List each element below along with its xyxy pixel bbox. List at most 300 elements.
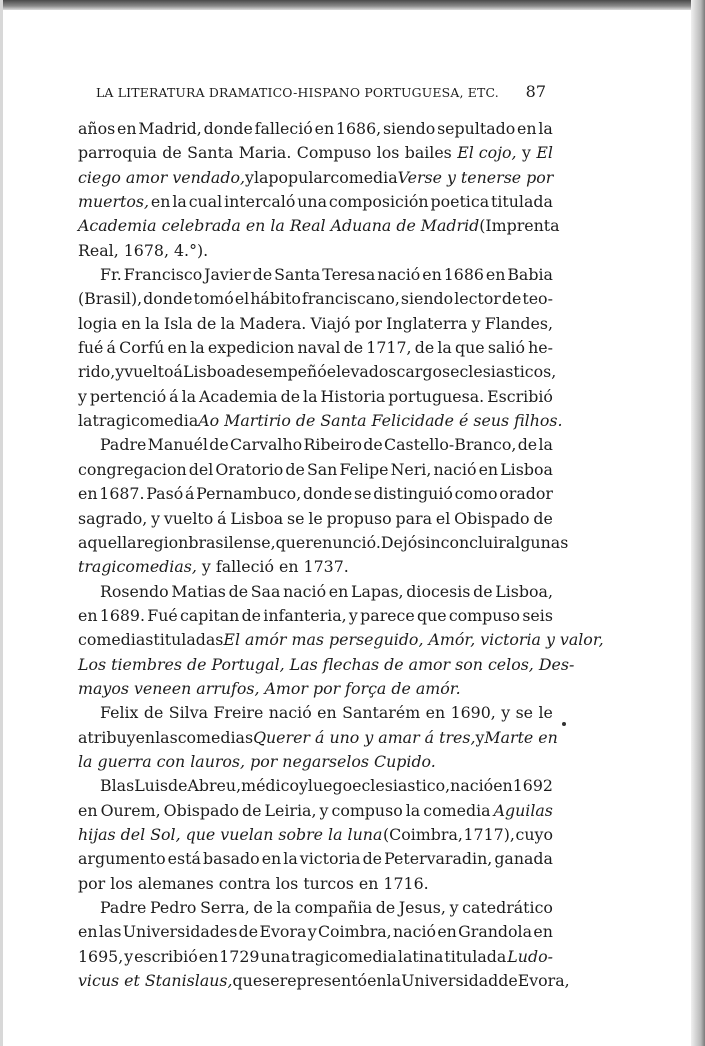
word: años xyxy=(78,119,116,138)
word: catedrático xyxy=(462,898,553,917)
word: le xyxy=(538,703,553,723)
word: renunció. xyxy=(305,532,381,552)
word: tragicomedia xyxy=(92,411,199,431)
word: nació xyxy=(393,922,437,942)
word: del xyxy=(188,459,214,479)
word: de xyxy=(473,581,493,601)
word: á xyxy=(106,338,116,358)
word: comedia xyxy=(330,167,398,187)
word: Corfú xyxy=(119,338,165,358)
word: Evora, xyxy=(517,971,570,991)
word: vicus et Stanislaus, xyxy=(78,971,233,991)
word: Inglaterra xyxy=(386,313,468,333)
text-line xyxy=(78,141,553,165)
word: (Coimbra, xyxy=(382,824,463,844)
text-line xyxy=(78,360,557,384)
text-line xyxy=(78,701,553,725)
text-line xyxy=(78,799,553,823)
word: Marte en xyxy=(484,727,558,747)
word: por xyxy=(354,313,382,333)
word: Viajó xyxy=(310,313,351,333)
word: El cojo, xyxy=(457,143,517,163)
word: comedias xyxy=(78,630,154,650)
word: se xyxy=(353,484,372,504)
text-line: Real, 1678, 4.°). xyxy=(78,240,209,260)
word: Javier xyxy=(204,265,251,285)
word: Felipe xyxy=(339,459,389,479)
scan-shadow-right xyxy=(691,0,705,1046)
text-line xyxy=(78,580,553,604)
word: en xyxy=(485,265,506,285)
word: en xyxy=(314,119,335,138)
word: congregacion xyxy=(78,459,187,479)
word: Verse y tenerse por xyxy=(397,167,554,187)
word: la xyxy=(538,435,553,455)
word: y xyxy=(521,143,531,163)
word: la xyxy=(253,167,269,187)
word: en xyxy=(78,922,98,942)
word: el xyxy=(234,289,250,309)
text-line xyxy=(78,604,553,628)
word: San xyxy=(306,459,338,479)
word: á xyxy=(173,362,183,382)
word: Matias xyxy=(171,581,226,601)
word: Carvalho xyxy=(230,435,303,455)
scan-shadow-left xyxy=(0,0,3,1046)
word: naval xyxy=(297,338,341,358)
word: distinguió xyxy=(373,484,453,504)
scan-shadow-top xyxy=(0,0,705,10)
word: Babia xyxy=(507,265,553,285)
word: la xyxy=(78,411,93,431)
body-text xyxy=(78,117,604,993)
word: franciscano, xyxy=(301,289,400,309)
word: que xyxy=(232,971,263,991)
word: diocesis xyxy=(406,581,471,601)
word: en xyxy=(422,265,442,285)
margin-speck xyxy=(562,722,566,726)
word: Saa xyxy=(250,581,281,601)
word: y xyxy=(115,362,125,382)
word: la xyxy=(220,313,236,333)
word: sagrado, xyxy=(78,508,148,528)
word: escribió xyxy=(134,946,198,966)
word: y xyxy=(124,946,134,966)
word: Grandola xyxy=(458,922,533,942)
word: representó xyxy=(279,971,368,991)
text-line xyxy=(78,507,553,531)
word: muertos, xyxy=(78,192,150,212)
text-line xyxy=(78,117,553,141)
word: pertenció xyxy=(89,386,167,406)
word: médico xyxy=(241,776,299,796)
word: las xyxy=(155,727,178,747)
word: nació xyxy=(283,581,327,601)
word: en xyxy=(78,484,98,504)
word: Pernambuco, xyxy=(196,484,302,504)
word: los xyxy=(376,143,400,163)
word: desempeñó xyxy=(235,362,327,382)
word: Evora xyxy=(259,922,307,942)
word: el xyxy=(435,508,451,528)
word: rido, xyxy=(78,362,116,382)
word: Oratorio xyxy=(215,459,284,479)
word: Ribeiro xyxy=(303,435,362,455)
word: Francisco xyxy=(123,265,203,285)
word: cargos xyxy=(396,362,451,382)
word: Lisboa xyxy=(182,362,236,382)
word: de xyxy=(162,143,182,163)
word: sin xyxy=(417,532,441,552)
word: cuyo xyxy=(515,824,553,844)
word: de xyxy=(252,265,273,285)
word: capitan xyxy=(179,605,240,625)
word: composición xyxy=(328,192,429,212)
word: Los tiembres de Portugal, Las flechas de amor son celos, Des- xyxy=(78,654,575,674)
text-line xyxy=(78,677,553,701)
word: Lisboa xyxy=(500,459,553,479)
word: Santa xyxy=(187,143,234,163)
word: El xyxy=(536,143,553,163)
word: donde xyxy=(302,484,353,504)
word: una xyxy=(297,192,328,212)
word: Padre xyxy=(100,435,147,455)
word: tragicomedia xyxy=(291,946,397,966)
word: de xyxy=(196,313,217,333)
word: en xyxy=(425,703,446,723)
word: 1690, xyxy=(450,703,496,723)
word: en xyxy=(78,605,98,625)
word: Fué xyxy=(147,605,178,625)
word: donde xyxy=(203,119,253,138)
word: Universidad xyxy=(401,971,499,991)
word: en xyxy=(493,776,513,796)
word: de xyxy=(498,971,518,991)
word: en xyxy=(328,581,349,601)
word: Lapas, xyxy=(351,581,404,601)
word: en xyxy=(367,971,387,991)
word: se xyxy=(515,703,534,723)
word: logia xyxy=(78,313,118,333)
word: comedias xyxy=(177,727,254,747)
word: una xyxy=(260,946,291,966)
word: Ludo- xyxy=(507,946,553,966)
word: algunas xyxy=(505,532,569,552)
word: falleció xyxy=(254,119,313,138)
word: 1687. xyxy=(99,484,145,504)
word: poetica xyxy=(430,192,490,212)
word: nació xyxy=(433,459,477,479)
word: y xyxy=(245,167,254,187)
word: la xyxy=(303,386,318,406)
word: Pedro xyxy=(149,898,197,917)
word: de xyxy=(363,435,383,455)
word: Isla xyxy=(163,313,193,333)
word: y xyxy=(298,776,308,796)
text-line xyxy=(78,433,553,457)
word: se xyxy=(262,971,280,991)
word: titulada xyxy=(444,946,507,966)
word: y xyxy=(307,922,317,942)
text-line xyxy=(78,458,553,482)
word: Flandes, xyxy=(484,313,553,333)
word: Abreu, xyxy=(187,776,242,796)
text-line xyxy=(78,920,553,944)
word: como xyxy=(454,484,498,504)
text-line: por los alemanes contra los turcos en 1716. xyxy=(78,873,429,893)
word: Madera. xyxy=(239,313,307,333)
word: de xyxy=(343,338,364,358)
word: la xyxy=(145,313,160,333)
word: aquella xyxy=(78,532,137,552)
word: luego xyxy=(307,776,353,796)
word: Obispado xyxy=(163,800,239,820)
text-line xyxy=(78,263,553,287)
word: Rosendo xyxy=(100,581,169,601)
word: á xyxy=(184,484,195,504)
word: en xyxy=(517,119,537,138)
word: (Brasil), xyxy=(78,289,143,309)
word: 1686, xyxy=(335,119,382,138)
word: de xyxy=(501,289,522,309)
running-title: LA LITERATURA DRAMATICO-HISPANO PORTUGUESA, ETC. xyxy=(96,85,499,100)
word: popular xyxy=(268,167,331,187)
word: Padre xyxy=(100,898,147,917)
word: de xyxy=(517,435,538,455)
word: Maria. xyxy=(238,143,292,163)
word: y xyxy=(449,898,459,917)
text-line xyxy=(78,409,563,433)
word: intercaló xyxy=(224,192,296,212)
word: en xyxy=(198,946,219,966)
word: latina xyxy=(397,946,444,966)
word: basado xyxy=(202,849,260,869)
word: Serra, xyxy=(200,898,250,917)
text-line xyxy=(78,385,553,409)
word: lector xyxy=(454,289,501,309)
word: victoria xyxy=(299,849,361,869)
text-line xyxy=(78,287,553,311)
word: Leiria, xyxy=(264,800,317,820)
word: seis xyxy=(522,605,553,625)
word: he- xyxy=(528,338,553,358)
word: Petervaradin, xyxy=(384,849,493,869)
word: en xyxy=(317,703,337,723)
word: nació xyxy=(268,703,312,723)
word: la xyxy=(405,800,421,820)
word: brasilense, xyxy=(188,532,276,552)
word: de xyxy=(228,581,249,601)
word: que xyxy=(275,532,306,552)
running-head xyxy=(96,82,546,101)
word: Castello-Branco, xyxy=(384,435,517,455)
word: region xyxy=(136,532,189,552)
word: propuso xyxy=(326,508,392,528)
text-line xyxy=(78,896,553,920)
word: que xyxy=(416,605,447,625)
word: Lisboa xyxy=(230,508,284,528)
word: á xyxy=(169,386,179,406)
word: Blas xyxy=(100,776,135,796)
word: infanteria, xyxy=(263,605,347,625)
word: Luis xyxy=(134,776,169,796)
word: en xyxy=(150,192,171,212)
word: Fr. xyxy=(100,265,122,285)
word: Aguilas xyxy=(493,800,553,820)
word: Universidades xyxy=(122,922,238,942)
word: 1717), xyxy=(463,824,515,844)
word: eclesiasticos, xyxy=(450,362,557,382)
word: y xyxy=(501,703,511,723)
word: la xyxy=(283,849,298,869)
word: de xyxy=(375,898,396,917)
text-line xyxy=(78,555,553,579)
word: vuelto xyxy=(163,508,214,528)
text-line xyxy=(78,726,558,750)
word: portuguesa. xyxy=(388,386,485,406)
word: Academia xyxy=(199,386,278,406)
word: argumento xyxy=(78,849,166,869)
word: las xyxy=(98,922,122,942)
word: en xyxy=(121,313,141,333)
italic-title: tragicomedias, xyxy=(78,557,197,577)
word: de xyxy=(168,776,188,796)
word: de xyxy=(242,800,262,820)
word: bailes xyxy=(404,143,452,163)
word: compañia xyxy=(294,898,373,917)
word: de xyxy=(143,703,164,723)
word: le xyxy=(308,508,323,528)
word: tomó xyxy=(193,289,234,309)
word: la xyxy=(172,192,187,212)
word: está xyxy=(167,849,201,869)
text-line xyxy=(78,774,553,798)
word: atribuyen xyxy=(78,727,156,747)
word: nació xyxy=(377,265,421,285)
word: de xyxy=(414,338,435,358)
word: 1729 xyxy=(219,946,260,966)
text-line xyxy=(78,628,604,652)
word: Ao Martirio de Santa Felicidade é seus filhos. xyxy=(198,411,563,431)
word: la xyxy=(181,386,197,406)
word: de xyxy=(362,849,383,869)
word: eclesiastico, xyxy=(352,776,451,796)
word: para xyxy=(395,508,433,528)
word: que xyxy=(455,338,485,358)
text-line xyxy=(78,823,553,847)
word: parroquia xyxy=(78,143,157,163)
text-line xyxy=(78,482,553,506)
word: Academia celebrada en la Real Aduana de Madrid xyxy=(78,216,480,236)
word: Silva xyxy=(168,703,209,723)
word: de xyxy=(253,898,273,917)
word: (Imprenta xyxy=(479,216,560,236)
word: Jesus, xyxy=(398,898,446,917)
word: se xyxy=(286,508,305,528)
word: concluir xyxy=(440,532,506,552)
word: compuso xyxy=(331,800,403,820)
word: la xyxy=(437,338,452,358)
word: de xyxy=(285,459,305,479)
word: en xyxy=(437,922,457,942)
word: ciego amor vendado, xyxy=(78,167,245,187)
word: hábito xyxy=(250,289,301,309)
word: Madrid, xyxy=(138,119,202,138)
word: sepultado xyxy=(437,119,516,138)
word: Dejó xyxy=(380,532,418,552)
text-line xyxy=(78,531,569,555)
text-line xyxy=(78,653,575,677)
word: hijas del Sol, que vuelan sobre la luna xyxy=(78,824,383,844)
word: y xyxy=(471,313,481,333)
text-line xyxy=(78,847,553,871)
word: de xyxy=(241,605,262,625)
text-line xyxy=(78,190,553,214)
word: comedia xyxy=(423,800,491,820)
word: de xyxy=(238,922,259,942)
word: la xyxy=(276,898,291,917)
word: y xyxy=(475,727,485,747)
word: 1695, xyxy=(78,946,124,966)
italic-line: mayos veneen arrufos, Amor por força de amór. xyxy=(78,678,461,698)
word: cual xyxy=(188,192,223,212)
line-rest: y falleció en 1737. xyxy=(196,557,349,577)
text-line xyxy=(78,750,553,774)
word: Santa xyxy=(274,265,321,285)
word: vuelto xyxy=(124,362,174,382)
word: la xyxy=(538,119,553,138)
word: Coimbra, xyxy=(317,922,392,942)
word: titulada xyxy=(491,192,553,212)
word: 1692 xyxy=(512,776,553,796)
italic-line: la guerra con lauros, por negarselos Cupido. xyxy=(78,751,436,771)
word: Felix xyxy=(100,703,139,723)
word: Teresa xyxy=(322,265,376,285)
word: elevados xyxy=(326,362,397,382)
word: Manuél xyxy=(147,435,208,455)
text-line xyxy=(78,336,553,360)
word: Obispado xyxy=(454,508,530,528)
word: parece xyxy=(360,605,415,625)
word: Pasó xyxy=(146,484,184,504)
word: Ourem, xyxy=(100,800,161,820)
word: en xyxy=(533,922,553,942)
word: 1717, xyxy=(366,338,412,358)
word: y xyxy=(319,800,329,820)
word: la xyxy=(386,971,402,991)
word: Santarém xyxy=(342,703,421,723)
word: y xyxy=(78,386,87,406)
word: nació xyxy=(450,776,494,796)
word: y xyxy=(348,605,358,625)
word: en xyxy=(261,849,282,869)
word: El amór mas perseguido, Amór, victoria y valor, xyxy=(223,630,604,650)
word: en xyxy=(117,119,137,138)
word: compuso xyxy=(448,605,521,625)
text-line xyxy=(78,166,553,190)
word: ganada xyxy=(494,849,553,869)
text-line xyxy=(78,214,560,238)
word: Neri, xyxy=(390,459,432,479)
word: Freire xyxy=(213,703,264,723)
word: en xyxy=(167,338,188,358)
word: donde xyxy=(143,289,193,309)
word: de xyxy=(533,508,553,528)
word: de xyxy=(209,435,229,455)
word: Historia xyxy=(320,386,386,406)
word: salió xyxy=(487,338,525,358)
word: en xyxy=(78,800,98,820)
